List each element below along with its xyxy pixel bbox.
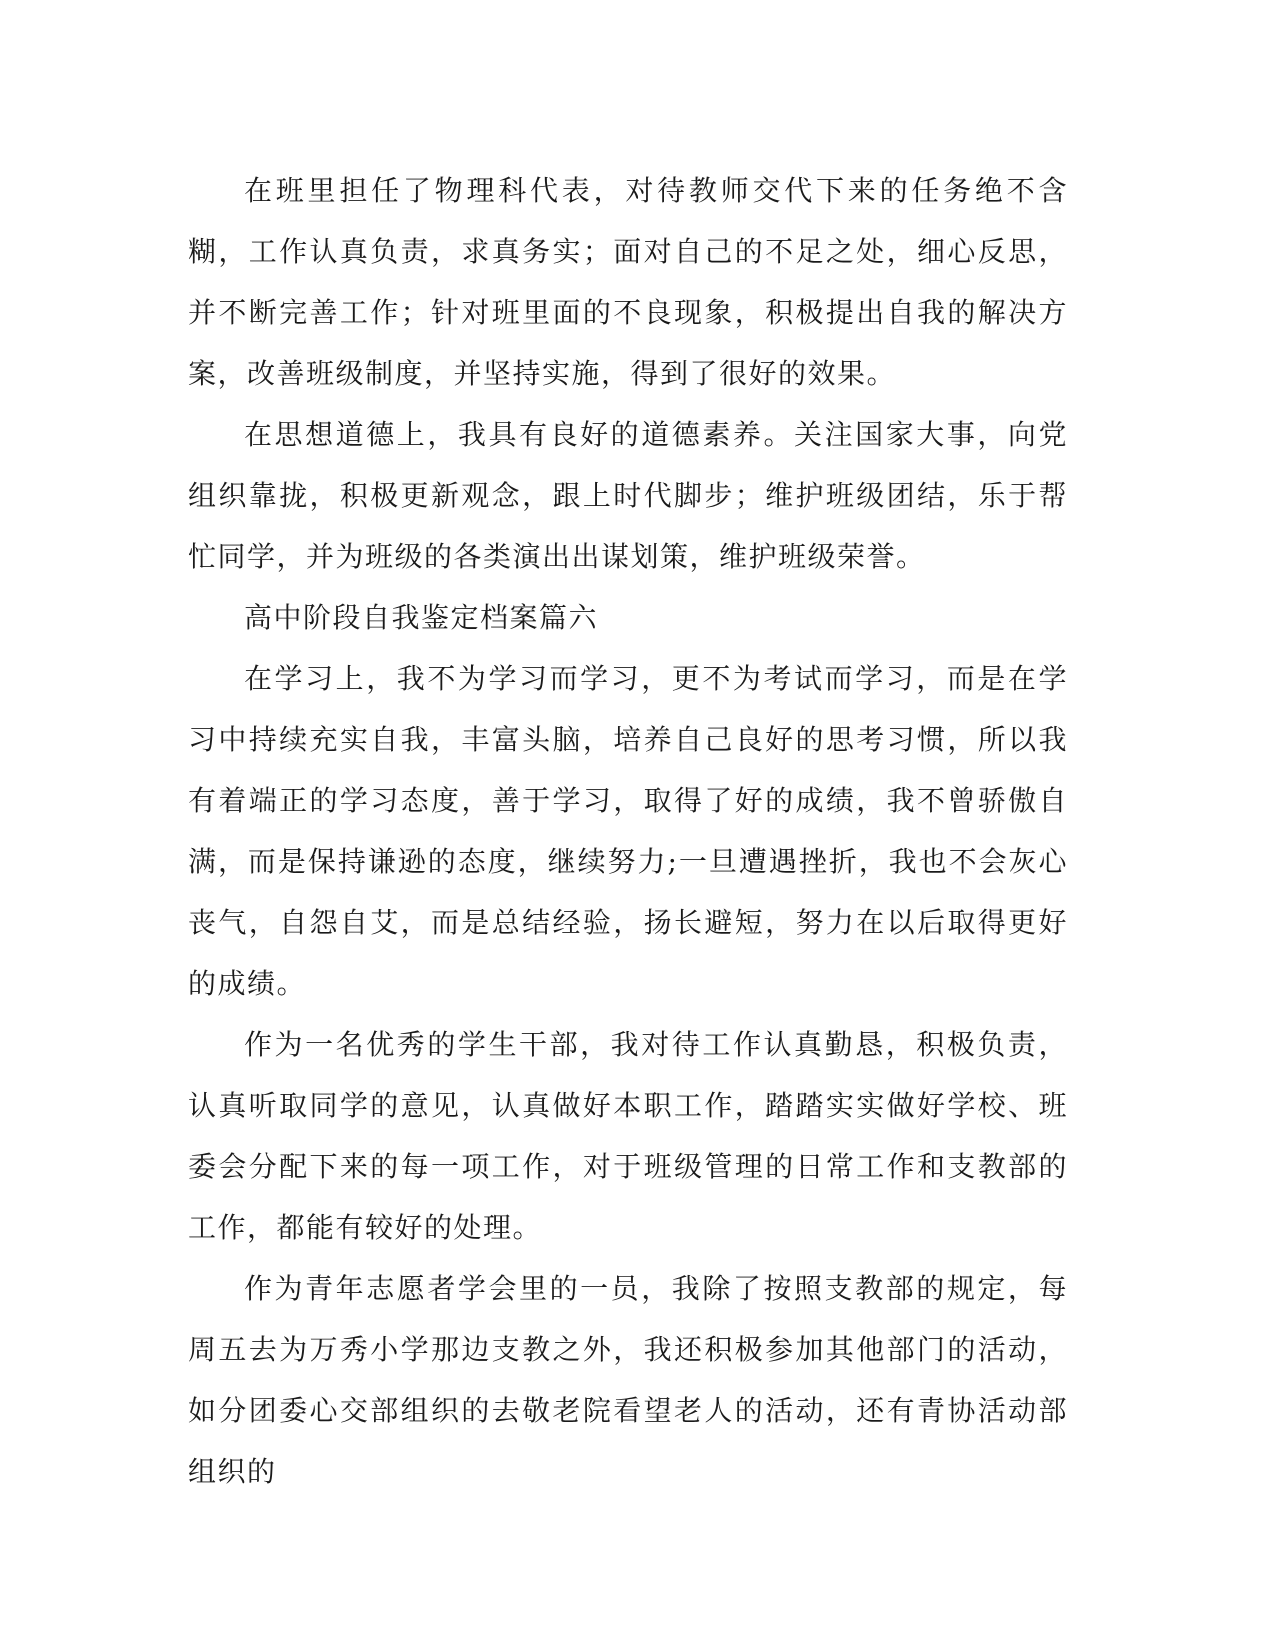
paragraph-moral-character: 在思想道德上，我具有良好的道德素养。关注国家大事，向党组织靠拢，积极更新观念，跟上时代脚步；维护班级团结，乐于帮忙同学，并为班级的各类演出出谋划策，维护班级荣誉。	[188, 418, 1068, 573]
paragraph-student-cadre: 作为一名优秀的学生干部，我对待工作认真勤恳，积极负责，认真听取同学的意见，认真做好本职工作，踏踏实实做好学校、班委会分配下来的每一项工作，对于班级管理的日常工作和支教部的工作，都能有较好的处理。	[188, 1028, 1068, 1244]
paragraph-volunteer: 作为青年志愿者学会里的一员，我除了按照支教部的规定，每周五去为万秀小学那边支教之外，我还积极参加其他部门的活动，如分团委心交部组织的去敬老院看望老人的活动，还有青协活动部组织的	[188, 1272, 1068, 1488]
paragraph-study: 在学习上，我不为学习而学习，更不为考试而学习，而是在学习中持续充实自我，丰富头脑，培养自己良好的思考习惯，所以我有着端正的学习态度，善于学习，取得了好的成绩，我不曾骄傲自满，而是保持谦逊的态度，继续努力;一旦遭遇挫折，我也不会灰心丧气，自怨自艾，而是总结经验，扬长避短，努力在以后取得更好的成绩。	[188, 662, 1068, 1000]
document-body	[188, 160, 1068, 1502]
paragraph-physics-rep: 在班里担任了物理科代表，对待教师交代下来的任务绝不含糊，工作认真负责，求真务实；面对自己的不足之处，细心反思，并不断完善工作；针对班里面的不良现象，积极提出自我的解决方案，改善班级制度，并坚持实施，得到了很好的效果。	[188, 174, 1068, 390]
section-heading: 高中阶段自我鉴定档案篇六	[244, 601, 599, 634]
